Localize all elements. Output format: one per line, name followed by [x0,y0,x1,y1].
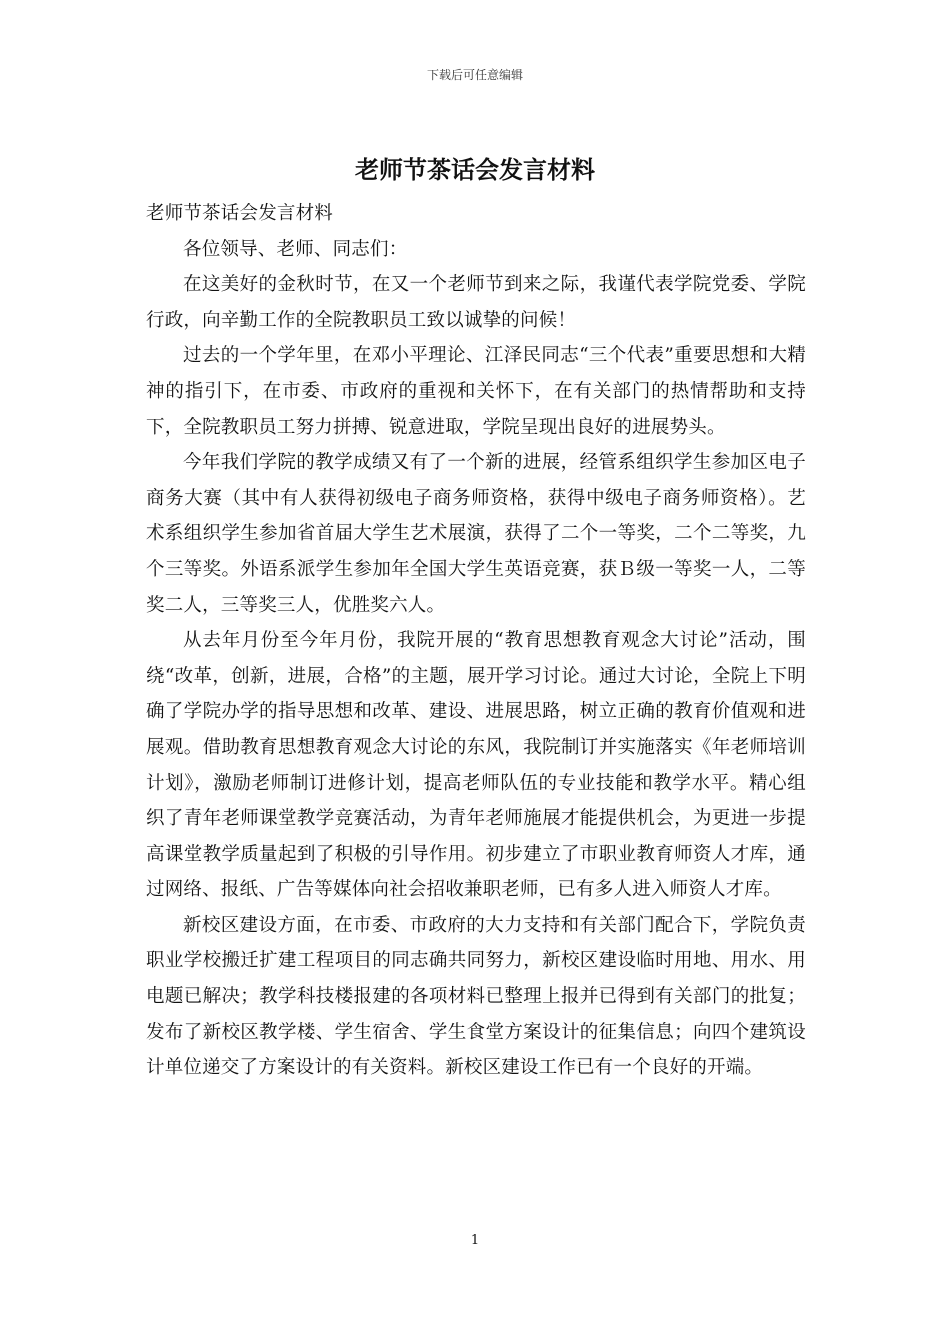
subtitle-line: 老师节茶话会发言材料 [146,203,334,224]
greeting-paragraph: 在这美好的金秋时节，在又一个老师节到来之际，我谨代表学院党委、学院行政，向辛勤工作的全院教职员工致以诚挚的问候！ [146,274,806,331]
header-note: 下载后可任意编辑 [426,68,523,82]
document-body [146,196,806,1086]
achievements-paragraph: 今年我们学院的教学成绩又有了一个新的进展，经管系组织学生参加区电子商务大赛（其中有人获得初级电子商务师资格，获得中级电子商务师资格）。艺术系组织学生参加省首届大学生艺术展演，获得了二个一等奖，二个二等奖，九个三等奖。外语系派学生参加年全国大学生英语竞赛，获Ｂ级一等奖一人，二等奖二人，三等奖三人，优胜奖六人。 [146,452,806,616]
discussion-paragraph: 从去年月份至今年月份，我院开展的“教育思想教育观念大讨论”活动，围绕“改革，创新，进展，合格”的主题，展开学习讨论。通过大讨论，全院上下明确了学院办学的指导思想和改革、建设、进展思路，树立正确的教育价值观和进展观。借助教育思想教育观念大讨论的东风，我院制订并实施落实《年老师培训计划》，激励老师制订进修计划，提高老师队伍的专业技能和教学水平。精心组织了青年老师课堂教学竞赛活动，为青年老师施展才能提供机会，为更进一步提高课堂教学质量起到了积极的引导作用。初步建立了市职业教育师资人才库，通过网络、报纸、广告等媒体向社会招收兼职老师，已有多人进入师资人才库。 [146,630,806,901]
review-paragraph: 过去的一个学年里，在邓小平理论、江泽民同志“三个代表”重要思想和大精神的指引下，在市委、市政府的重视和关怀下，在有关部门的热情帮助和支持下，全院教职员工努力拼搏、锐意进取，学院呈现出良好的进展势头。 [146,345,806,438]
salutation-paragraph: 各位领导、老师、同志们： [183,238,408,260]
page-number: 1 [470,1233,480,1248]
campus-paragraph: 新校区建设方面，在市委、市政府的大力支持和有关部门配合下，学院负责职业学校搬迁扩建工程项目的同志确共同努力，新校区建设临时用地、用水、用电题已解决；教学科技楼报建的各项材料已整理上报并已得到有关部门的批复；发布了新校区教学楼、学生宿舍、学生食堂方案设计的征集信息；向四个建筑设计单位递交了方案设计的有关资料。新校区建设工作已有一个良好的开端。 [146,914,806,1079]
document-title: 老师节茶话会发言材料 [355,156,595,184]
